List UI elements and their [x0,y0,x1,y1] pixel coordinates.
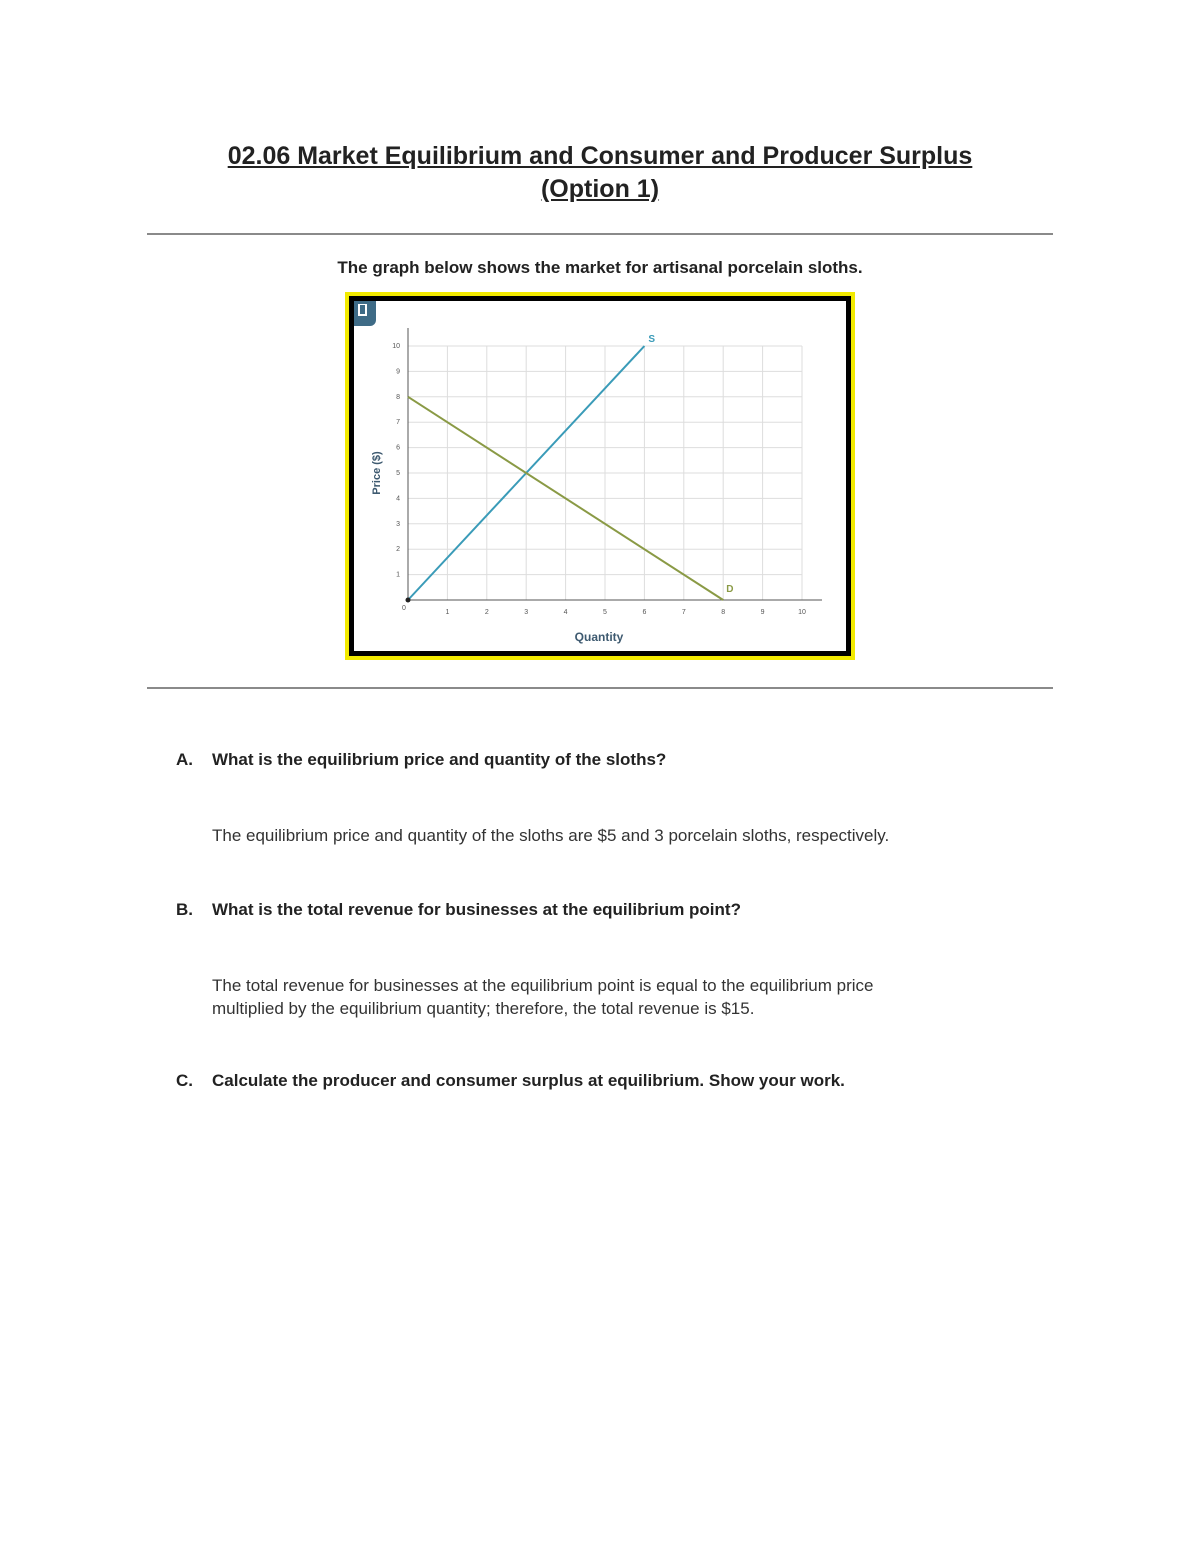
intro-text: The graph below shows the market for artisanal porcelain sloths. [337,258,863,277]
y-tick-label: 5 [396,470,400,477]
origin-point [406,598,411,603]
x-tick-label: 3 [524,609,529,616]
y-tick-label: 10 [392,343,400,350]
supply-demand-chart [354,301,846,651]
x-axis-label: Quantity [574,630,624,644]
question-a-label: A. [176,750,193,769]
question-c-text: Calculate the producer and consumer surplus at equilibrium. Show your work. [212,1071,845,1090]
x-tick-label: 4 [563,609,568,616]
y-tick-label: 2 [396,546,400,554]
x-tick-label: 2 [484,609,489,616]
question-c-label: C. [176,1071,193,1090]
question-b-text: What is the total revenue for businesses at the equilibrium point? [212,900,741,919]
x-tick-label: 7 [681,609,686,616]
question-b-label: B. [176,900,193,919]
y-tick-label: 3 [396,520,400,528]
y-tick-label: 7 [396,419,400,427]
question-a-text: What is the equilibrium price and quantity of the sloths? [212,750,667,769]
y-tick-label: 6 [396,444,400,452]
page-subtitle: (Option 1) [540,175,660,203]
y-tick-label: 8 [396,393,400,401]
demand-curve-label: D [726,584,734,595]
page-title: 02.06 Market Equilibrium and Consumer and Producer Surplus [227,142,973,170]
answer-a-line-1: The equilibrium price and quantity of the sloths are $5 and 3 porcelain sloths, respectively. [212,826,890,845]
x-tick-label: 5 [603,609,607,616]
x-tick-label: 10 [798,609,806,616]
chart-frame [345,292,855,660]
x-tick-label: 6 [642,609,647,616]
x-tick-label: 8 [721,609,726,616]
y-axis-label: Price ($) [371,451,383,495]
x-tick-label: 9 [760,609,765,616]
x-tick-label: 1 [445,609,450,616]
y-tick-label: 9 [396,368,400,376]
chart-panel [354,301,846,651]
bottom-divider [147,687,1053,689]
y-tick-label: 1 [396,571,400,579]
answer-b-line-2: multiplied by the equilibrium quantity; therefore, the total revenue is $15. [212,999,755,1018]
y-tick-label: 4 [396,495,400,503]
top-divider [147,233,1053,235]
answer-b-line-1: The total revenue for businesses at the equilibrium point is equal to the equilibrium price [212,976,874,995]
supply-curve-label: S [648,334,656,345]
x-tick-label: 0 [402,605,406,612]
